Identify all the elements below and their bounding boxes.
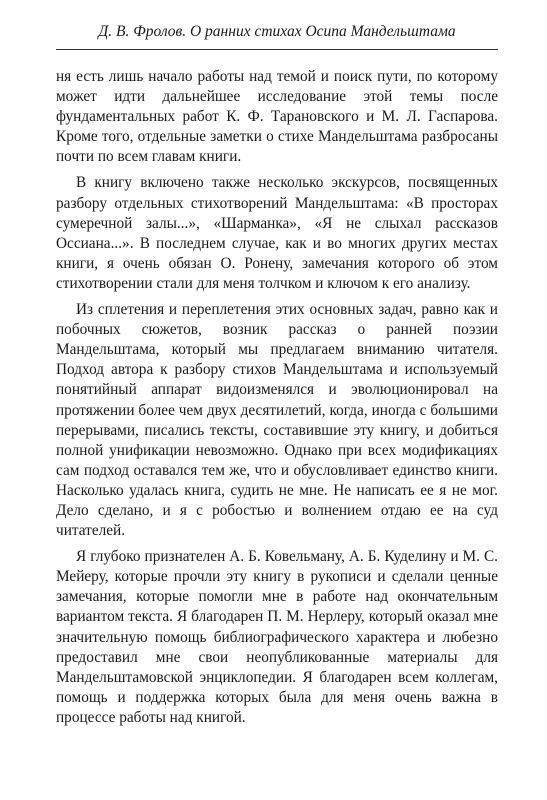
paragraph-continued: ня есть лишь начало работы над темой и поиск пути, по которому может идти дальнейшее исследование этой темы после фундаментальных работ К. Ф. Тарановского и М. Л. Гаспарова. Кроме того, отдельные заметки о стихе Мандельштама разбросаны почти по всем главам книги. <box>56 68 498 166</box>
paragraph-acknowledgements: Я глубоко признателен А. Б. Ковельману, А. Б. Куделину и М. С. Мейеру, которые прочли эту книгу в рукописи и сделали ценные замечания, которые помогли мне в работе над окончательным вариантом текста. Я благодарен П. М. Нерлеру, который оказал мне значительную помощь библиографического характера и любезно предоставил мне свои неопубликованные материалы для Мандельштамовской энциклопедии. Я благодарен всем коллегам, помощь и поддержка которых была для меня очень важна в процессе работы над книгой. <box>56 548 498 726</box>
paragraph-excursions: В книгу включено также несколько экскурсов, посвященных разбору отдельных стихотворений Мандельштама: «В просторах сумеречной залы...», «Шарманка», «Я не слыхал рассказов Оссиана...». В последнем случае, как и во многих других местах книги, я очень обязан О. Ронену, замечания которого об этом стихотворении стали для меня толчком и ключом к его анализу. <box>56 174 498 292</box>
page-body <box>56 67 498 728</box>
paragraph-approach: Из сплетения и переплетения этих основных задач, равно как и побочных сюжетов, возник рассказ о ранней поэзии Мандельштама, который мы предлагаем вниманию читателя. Подход автора к разбору стихов Мандельштама и используемый понятийный аппарат видоизменялся и эволюционировал на протяжении более чем двух десятилетий, когда, иногда с большими перерывами, писались тексты, составившие эту книгу, и добиться полной унификации невозможно. Однако при всех модификациях сам подход оставался тем же, что и обусловливает единство книги. Насколько удалась книга, судить не мне. Не написать ее я не мог. Дело сделано, и я с робостью и волнением отдаю ее на суд читателей. <box>56 301 498 540</box>
book-page <box>56 22 498 728</box>
running-header: Д. В. Фролов. О ранних стихах Осипа Мандельштама <box>56 22 498 50</box>
